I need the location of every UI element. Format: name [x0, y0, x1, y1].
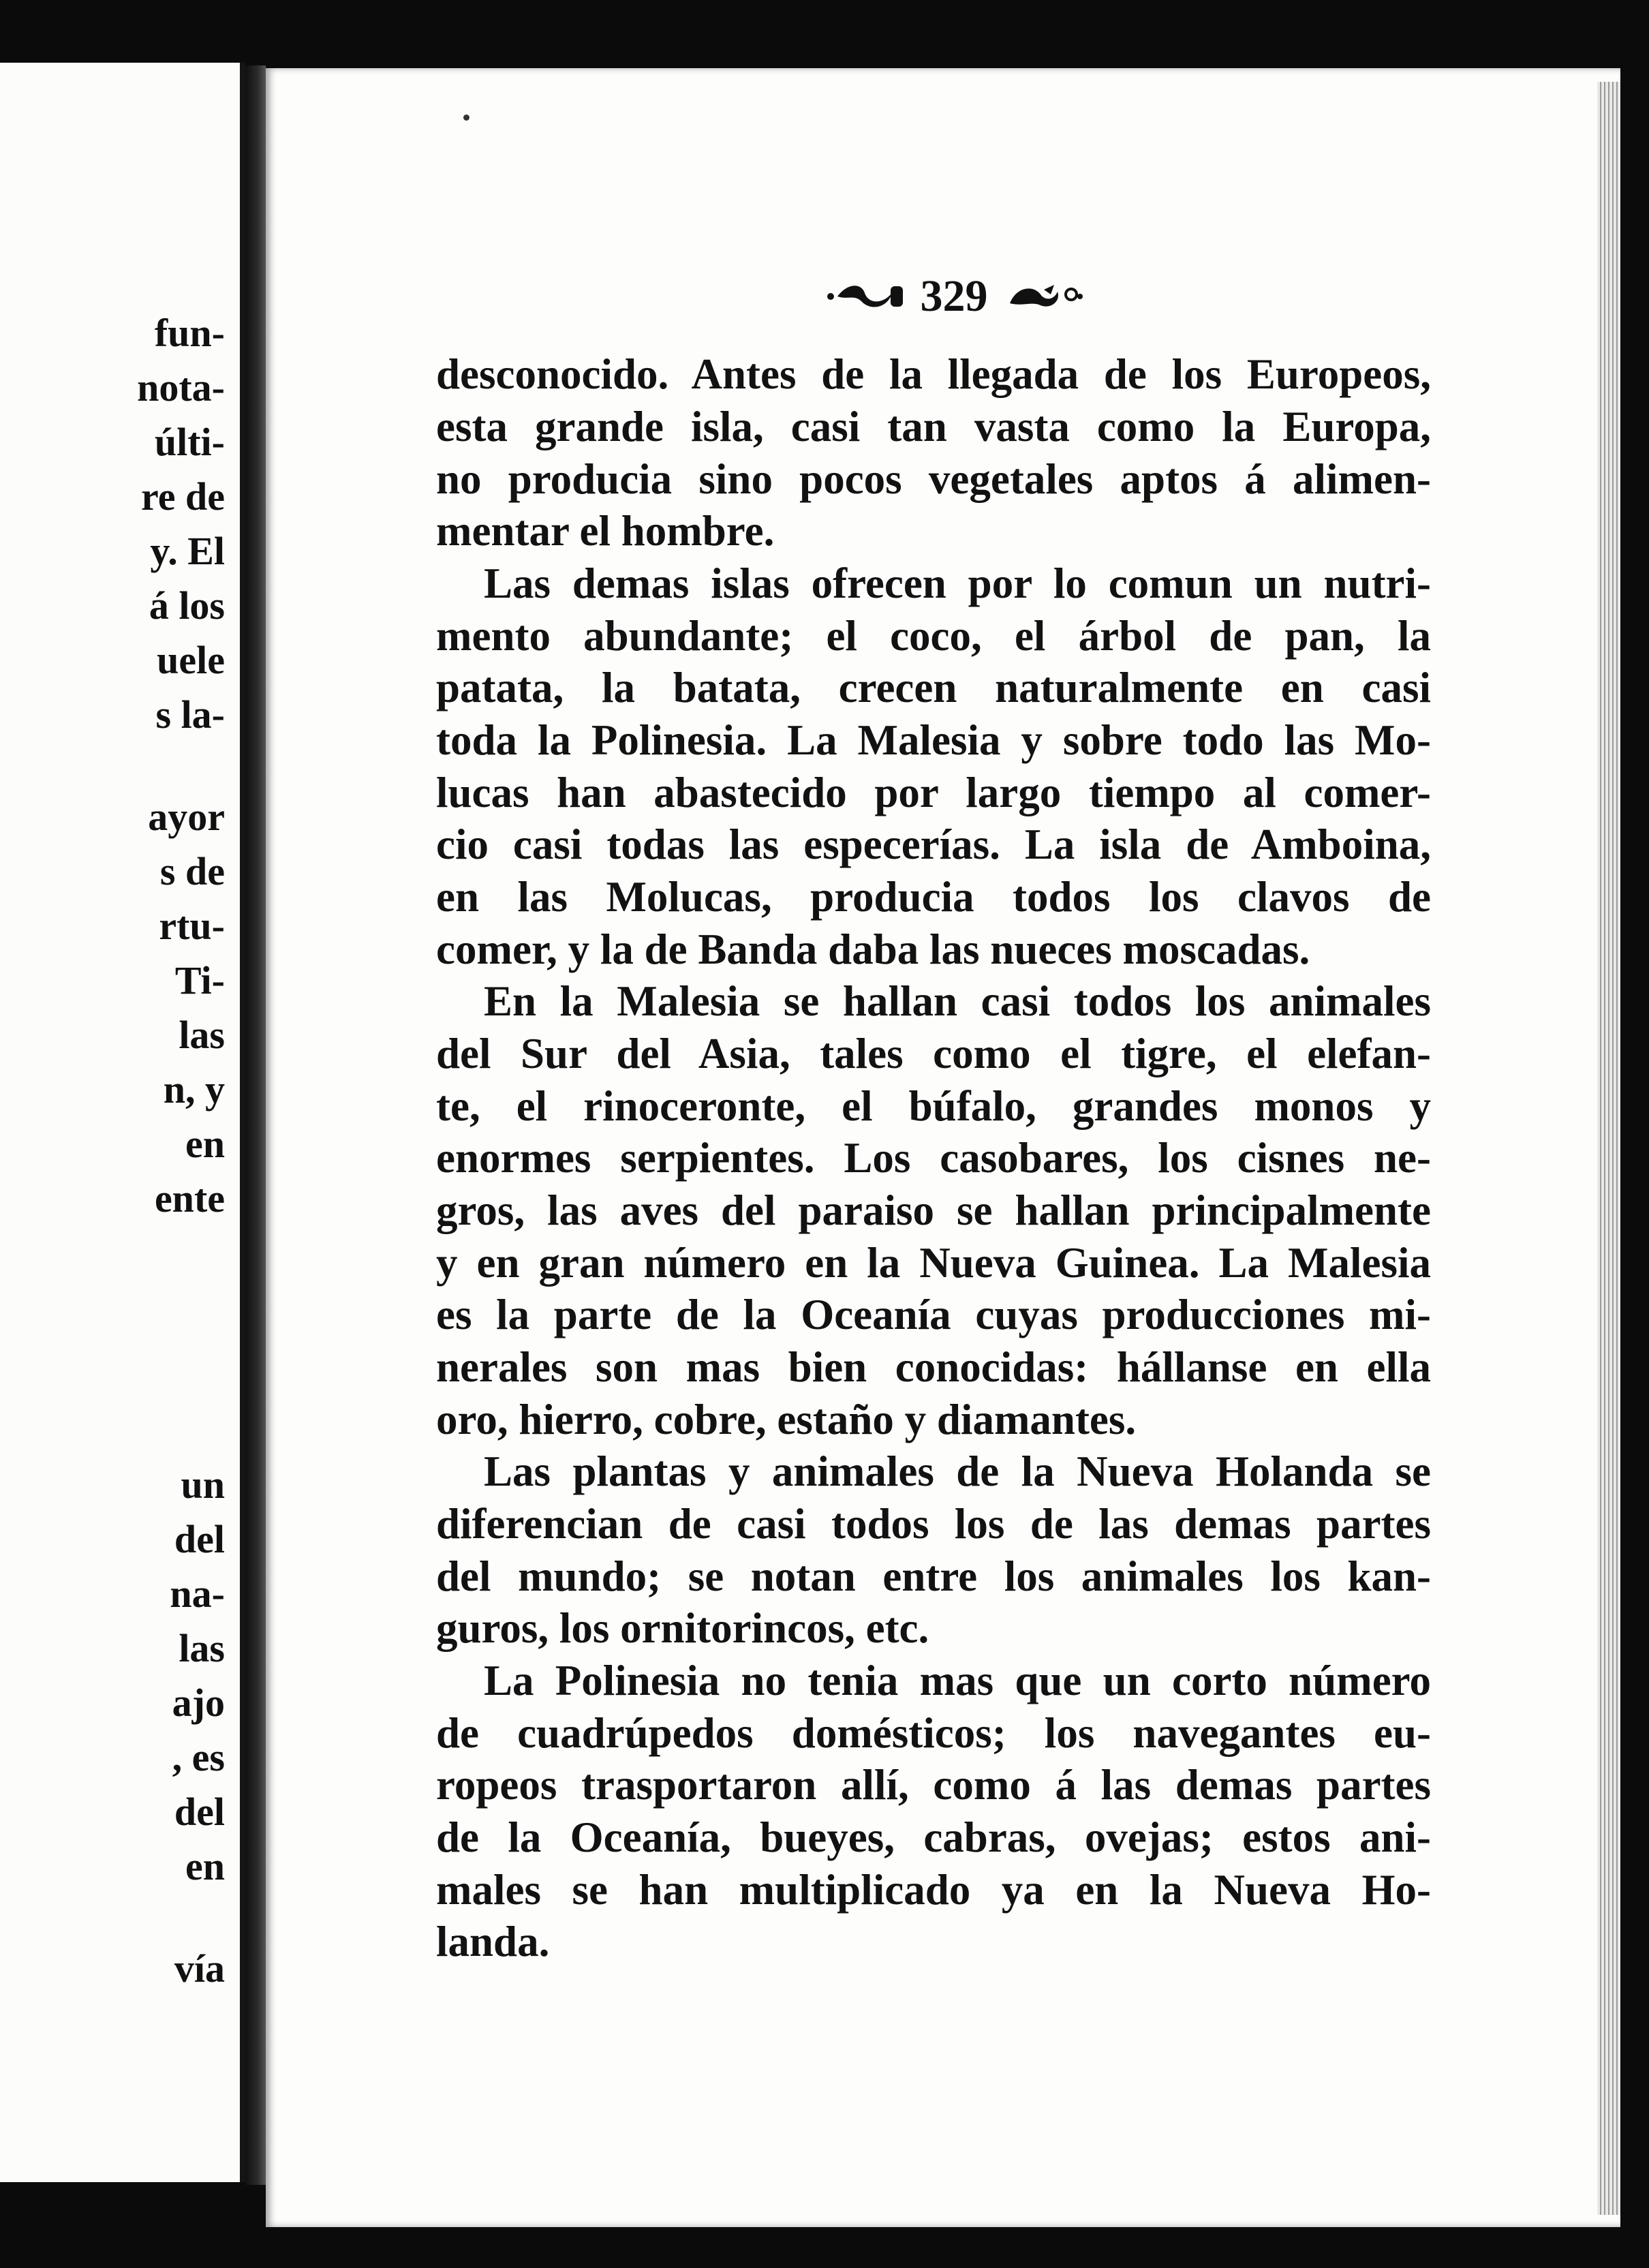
- left-page-fragment: , es: [172, 1735, 225, 1779]
- left-page-fragment: Ti-: [174, 958, 225, 1002]
- text-line: enormes serpientes. Los casobares, los cisnes ne-: [436, 1134, 1431, 1182]
- text-line: landa.: [436, 1918, 550, 1965]
- left-page-fragment: rtu-: [159, 904, 225, 948]
- left-page-fragment: las: [179, 1013, 225, 1057]
- left-page-fragment: n, y: [163, 1067, 225, 1112]
- left-page-fragment: ajo: [172, 1681, 225, 1725]
- page-edge: [1597, 82, 1620, 2215]
- left-page-fragment: ente: [154, 1176, 225, 1221]
- left-page-fragment: en: [185, 1122, 225, 1166]
- left-page-fragment: del: [174, 1790, 225, 1834]
- left-page-fragment: re de: [141, 474, 225, 519]
- left-page-fragment: á los: [149, 583, 225, 628]
- text-line: mento abundante; el coco, el árbol de pan, la: [436, 612, 1431, 660]
- ornament-left-icon: [824, 279, 906, 313]
- text-line: males se han multiplicado ya en la Nueva Ho-: [436, 1866, 1431, 1914]
- text-line: Las plantas y animales de la Nueva Holanda se: [484, 1447, 1431, 1495]
- text-line: del mundo; se notan entre los animales los kan-: [436, 1552, 1431, 1600]
- text-line: guros, los ornitorincos, etc.: [436, 1604, 929, 1652]
- text-line: Las demas islas ofrecen por lo comun un nutri-: [484, 560, 1431, 607]
- left-page-fragment: las: [179, 1626, 225, 1670]
- left-page: [0, 63, 245, 2182]
- text-line: toda la Polinesia. La Malesia y sobre todo las Mo-: [436, 716, 1431, 764]
- text-line: en las Molucas, producia todos los clavos de: [436, 873, 1431, 921]
- left-page-fragment: y. El: [150, 529, 225, 573]
- text-line: nerales son mas bien conocidas: hállanse en ella: [436, 1343, 1431, 1391]
- text-line: no producia sino pocos vegetales aptos á alimen-: [436, 455, 1431, 503]
- left-page-fragment: vía: [174, 1946, 225, 1991]
- left-page-fragment: ayor: [148, 795, 225, 839]
- left-page-fragment: en: [185, 1844, 225, 1888]
- text-line: ropeos trasportaron allí, como á las demas partes: [436, 1761, 1431, 1809]
- text-line: diferencian de casi todos los de las demas partes: [436, 1500, 1431, 1548]
- text-line: La Polinesia no tenia mas que un corto número: [484, 1657, 1431, 1704]
- text-line: cio casi todas las especerías. La isla de Amboina,: [436, 821, 1431, 868]
- text-line: de la Oceanía, bueyes, cabras, ovejas; estos ani-: [436, 1813, 1431, 1861]
- left-page-fragment: s la-: [155, 692, 225, 737]
- text-line: En la Malesia se hallan casi todos los animales: [484, 977, 1431, 1025]
- text-line: te, el rinoceronte, el búfalo, grandes monos y: [436, 1082, 1431, 1130]
- left-page-fragment: fun-: [154, 311, 225, 355]
- ink-speck: [463, 114, 469, 121]
- left-page-fragment: na-: [170, 1572, 225, 1616]
- text-line: mentar el hombre.: [436, 507, 775, 555]
- left-page-fragment: un: [181, 1462, 225, 1507]
- text-line: y en gran número en la Nueva Guinea. La Malesia: [436, 1239, 1431, 1287]
- left-page-fragment: últi-: [154, 420, 225, 464]
- book-gutter: [245, 65, 266, 2185]
- text-line: gros, las aves del paraiso se hallan principalmente: [436, 1186, 1431, 1234]
- left-page-fragment: del: [174, 1517, 225, 1561]
- left-page-fragment: s de: [159, 849, 225, 893]
- text-line: lucas han abastecido por largo tiempo al comer-: [436, 769, 1431, 816]
- left-page-fragment: uele: [157, 638, 225, 682]
- text-line: de cuadrúpedos domésticos; los navegantes eu-: [436, 1709, 1431, 1757]
- left-page-fragment: nota-: [137, 365, 225, 410]
- text-line: desconocido. Antes de la llegada de los Europeos,: [436, 350, 1431, 398]
- text-line: es la parte de la Oceanía cuyas producciones mi-: [436, 1291, 1431, 1338]
- text-line: comer, y la de Banda daba las nueces moscadas.: [436, 925, 1310, 973]
- page-header: [818, 269, 1090, 324]
- text-line: oro, hierro, cobre, estaño y diamantes.: [436, 1396, 1137, 1443]
- text-line: patata, la batata, crecen naturalmente en casi: [436, 664, 1431, 711]
- page-number: 329: [920, 271, 988, 321]
- text-line: del Sur del Asia, tales como el tigre, el elefan-: [436, 1030, 1431, 1077]
- text-line: esta grande isla, casi tan vasta como la Europa,: [436, 403, 1431, 450]
- ornament-right-icon: [1003, 279, 1085, 313]
